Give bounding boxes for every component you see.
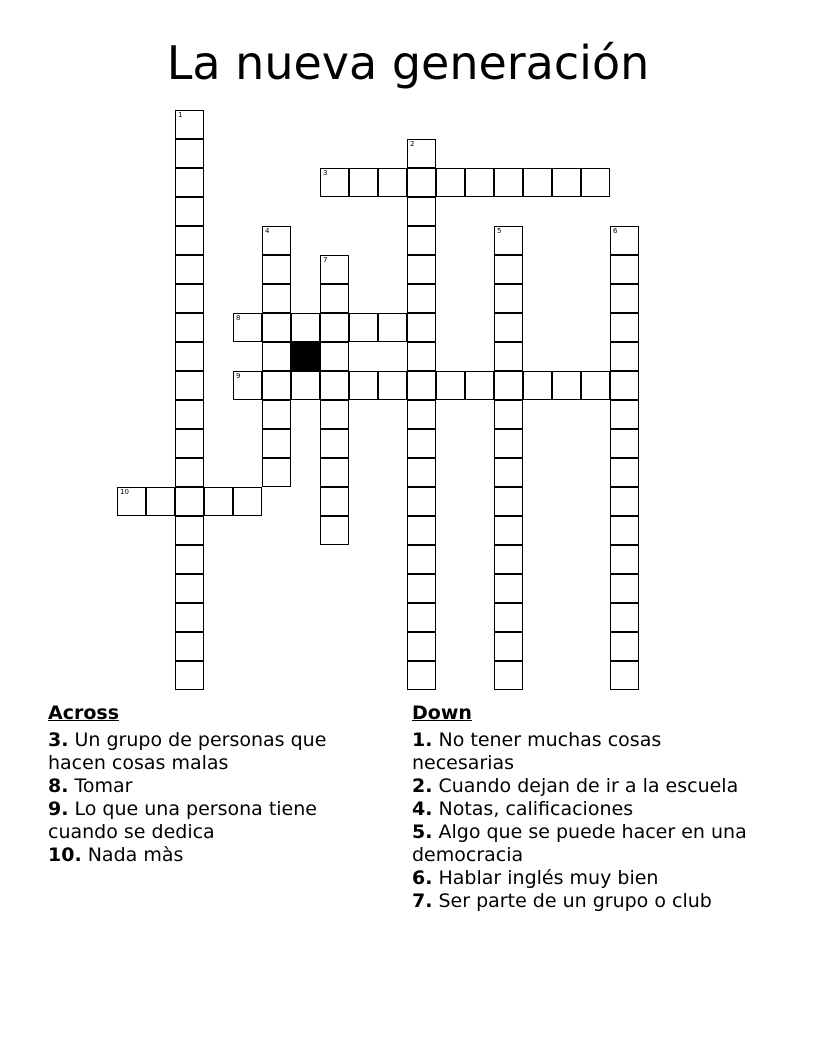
grid-cell[interactable]	[378, 313, 407, 342]
grid-cell[interactable]	[233, 371, 262, 400]
grid-cell[interactable]	[523, 168, 552, 197]
grid-cell[interactable]	[494, 429, 523, 458]
grid-cell[interactable]	[494, 371, 523, 400]
cell-number: 4	[265, 227, 270, 235]
grid-cell[interactable]	[175, 168, 204, 197]
grid-cell[interactable]	[610, 284, 639, 313]
grid-cell[interactable]	[175, 458, 204, 487]
grid-cell[interactable]	[552, 371, 581, 400]
grid-cell[interactable]	[407, 168, 436, 197]
grid-cell[interactable]	[320, 342, 349, 371]
grid-cell[interactable]	[407, 574, 436, 603]
grid-cell[interactable]	[175, 139, 204, 168]
clue-text: Hablar inglés muy bien	[438, 867, 659, 889]
across-clue-10	[48, 844, 368, 867]
blocked-cell	[291, 342, 320, 371]
grid-cell[interactable]	[146, 487, 175, 516]
grid-cell[interactable]	[407, 458, 436, 487]
grid-cell[interactable]	[494, 632, 523, 661]
grid-cell[interactable]	[175, 371, 204, 400]
grid-cell[interactable]	[552, 168, 581, 197]
grid-cell[interactable]	[465, 168, 494, 197]
clue-text: Algo que se puede hacer en una democracia	[412, 821, 747, 866]
grid-cell[interactable]	[494, 603, 523, 632]
grid-cell[interactable]	[320, 255, 349, 284]
clue-number: 7.	[412, 890, 433, 912]
grid-cell[interactable]	[494, 342, 523, 371]
grid-cell[interactable]	[581, 168, 610, 197]
grid-cell[interactable]	[378, 168, 407, 197]
grid-cell[interactable]	[175, 255, 204, 284]
grid-cell[interactable]	[523, 371, 552, 400]
grid-cell[interactable]	[465, 371, 494, 400]
grid-cell[interactable]	[233, 487, 262, 516]
grid-cell[interactable]	[610, 429, 639, 458]
clue-number: 4.	[412, 798, 433, 820]
grid-cell[interactable]	[204, 487, 233, 516]
clue-text: No tener muchas cosas necesarias	[412, 729, 662, 774]
grid-cell[interactable]	[349, 371, 378, 400]
grid-cell[interactable]	[262, 371, 291, 400]
grid-cell[interactable]	[610, 371, 639, 400]
down-heading: Down	[412, 702, 472, 724]
clue-text: Cuando dejan de ir a la escuela	[438, 775, 739, 797]
grid-cell[interactable]	[320, 516, 349, 545]
grid-cell[interactable]	[407, 255, 436, 284]
grid-cell[interactable]	[175, 197, 204, 226]
down-clues	[412, 702, 752, 913]
across-clue-3	[48, 729, 368, 775]
clue-text: Ser parte de un grupo o club	[438, 890, 712, 912]
grid-cell[interactable]	[407, 400, 436, 429]
clue-number: 8.	[48, 775, 69, 797]
grid-cell[interactable]	[610, 400, 639, 429]
grid-cell[interactable]	[436, 371, 465, 400]
grid-cell[interactable]	[494, 574, 523, 603]
grid-cell[interactable]	[436, 168, 465, 197]
puzzle-title: La nueva generación	[166, 36, 650, 90]
clue-number: 2.	[412, 775, 433, 797]
grid-cell[interactable]	[320, 429, 349, 458]
clue-text: Tomar	[74, 775, 133, 797]
grid-cell[interactable]	[175, 429, 204, 458]
grid-cell[interactable]	[378, 371, 407, 400]
across-clue-9	[48, 798, 368, 844]
grid-cell[interactable]	[262, 226, 291, 255]
grid-cell[interactable]	[407, 632, 436, 661]
grid-cell[interactable]	[494, 168, 523, 197]
grid-cell[interactable]	[407, 313, 436, 342]
grid-cell[interactable]	[407, 661, 436, 690]
grid-cell[interactable]	[407, 139, 436, 168]
clue-text: Notas, calificaciones	[438, 798, 634, 820]
across-clue-8	[48, 775, 368, 798]
grid-cell[interactable]	[291, 313, 320, 342]
grid-cell[interactable]	[320, 400, 349, 429]
grid-cell[interactable]	[262, 400, 291, 429]
grid-cell[interactable]	[610, 632, 639, 661]
grid-cell[interactable]	[262, 255, 291, 284]
grid-cell[interactable]	[175, 487, 204, 516]
grid-cell[interactable]	[175, 400, 204, 429]
cell-number: 3	[323, 169, 328, 177]
down-clue-1	[412, 729, 752, 775]
grid-cell[interactable]	[581, 371, 610, 400]
cell-number: 5	[497, 227, 502, 235]
cell-number: 8	[236, 314, 241, 322]
grid-cell[interactable]	[610, 661, 639, 690]
grid-cell[interactable]	[610, 226, 639, 255]
cell-number: 6	[613, 227, 618, 235]
grid-cell[interactable]	[494, 487, 523, 516]
grid-cell[interactable]	[262, 429, 291, 458]
down-clue-2	[412, 775, 752, 798]
across-heading: Across	[48, 702, 120, 724]
grid-cell[interactable]	[407, 516, 436, 545]
grid-cell[interactable]	[262, 284, 291, 313]
grid-cell[interactable]	[349, 168, 378, 197]
grid-cell[interactable]	[320, 284, 349, 313]
clue-number: 5.	[412, 821, 433, 843]
grid-cell[interactable]	[175, 313, 204, 342]
clue-number: 1.	[412, 729, 433, 751]
down-clue-4	[412, 798, 752, 821]
clue-number: 10.	[48, 844, 82, 866]
clue-number: 3.	[48, 729, 69, 751]
grid-cell[interactable]	[494, 255, 523, 284]
cell-number: 1	[178, 111, 183, 119]
grid-cell[interactable]	[494, 313, 523, 342]
grid-cell[interactable]	[320, 371, 349, 400]
grid-cell[interactable]	[494, 545, 523, 574]
clue-text: Un grupo de personas que hacen cosas malas	[48, 729, 327, 774]
grid-cell[interactable]	[610, 603, 639, 632]
grid-cell[interactable]	[407, 284, 436, 313]
grid-cell[interactable]	[494, 400, 523, 429]
grid-cell[interactable]	[610, 255, 639, 284]
across-clues	[48, 702, 368, 867]
grid-cell[interactable]	[233, 313, 262, 342]
grid-cell[interactable]	[610, 458, 639, 487]
grid-cell[interactable]	[407, 342, 436, 371]
grid-cell[interactable]	[610, 545, 639, 574]
grid-cell[interactable]	[494, 226, 523, 255]
cell-number: 2	[410, 140, 415, 148]
grid-cell[interactable]	[407, 487, 436, 516]
cell-number: 9	[236, 372, 241, 380]
grid-cell[interactable]	[175, 632, 204, 661]
grid-cell[interactable]	[320, 313, 349, 342]
grid-cell[interactable]	[175, 545, 204, 574]
grid-cell[interactable]	[494, 661, 523, 690]
grid-cell[interactable]	[494, 284, 523, 313]
grid-cell[interactable]	[175, 661, 204, 690]
grid-cell[interactable]	[320, 487, 349, 516]
grid-cell[interactable]	[494, 458, 523, 487]
grid-cell[interactable]	[610, 313, 639, 342]
grid-cell[interactable]	[175, 342, 204, 371]
grid-cell[interactable]	[320, 168, 349, 197]
grid-cell[interactable]	[262, 313, 291, 342]
grid-cell[interactable]	[175, 603, 204, 632]
down-clue-6	[412, 867, 752, 890]
grid-cell[interactable]	[610, 487, 639, 516]
grid-cell[interactable]	[610, 574, 639, 603]
grid-cell[interactable]	[175, 110, 204, 139]
cell-number: 10	[120, 488, 129, 496]
grid-cell[interactable]	[494, 516, 523, 545]
grid-cell[interactable]	[407, 603, 436, 632]
grid-cell[interactable]	[407, 429, 436, 458]
grid-cell[interactable]	[262, 342, 291, 371]
grid-cell[interactable]	[407, 545, 436, 574]
cell-number: 7	[323, 256, 328, 264]
grid-cell[interactable]	[175, 574, 204, 603]
grid-cell[interactable]	[349, 313, 378, 342]
clue-text: Nada màs	[87, 844, 184, 866]
grid-cell[interactable]	[407, 371, 436, 400]
down-clue-5	[412, 821, 752, 867]
grid-cell[interactable]	[320, 458, 349, 487]
grid-cell[interactable]	[291, 371, 320, 400]
grid-cell[interactable]	[175, 516, 204, 545]
grid-cell[interactable]	[117, 487, 146, 516]
grid-cell[interactable]	[407, 197, 436, 226]
grid-cell[interactable]	[407, 226, 436, 255]
grid-cell[interactable]	[610, 516, 639, 545]
grid-cell[interactable]	[610, 342, 639, 371]
grid-cell[interactable]	[175, 284, 204, 313]
clue-number: 6.	[412, 867, 433, 889]
grid-cell[interactable]	[175, 226, 204, 255]
clue-text: Lo que una persona tiene cuando se dedica	[48, 798, 317, 843]
clue-number: 9.	[48, 798, 69, 820]
grid-cell[interactable]	[262, 458, 291, 487]
down-clue-7	[412, 890, 752, 913]
